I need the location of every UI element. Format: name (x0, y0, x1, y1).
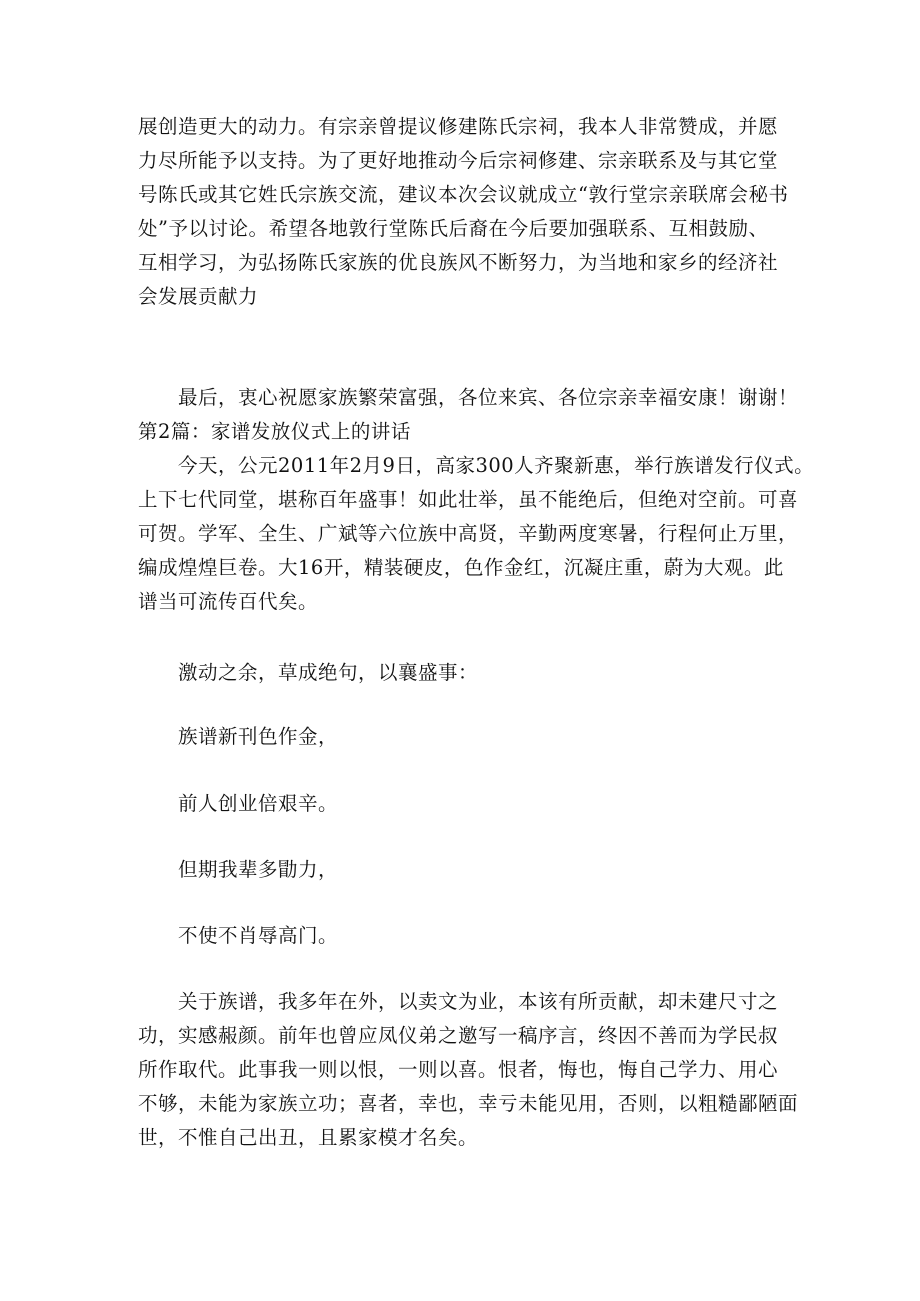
paragraph-line: 今天，公元2011年2月9日，高家300人齐聚新惠，举行族谱发行仪式。 (178, 454, 815, 477)
paragraph-line: 上下七代同堂，堪称百年盛事！如此壮举，虽不能绝后，但绝对空前。可喜 (138, 488, 799, 511)
paragraph-line: 力尽所能予以支持。为了更好地推动今后宗祠修建、宗亲联系及与其它堂 (138, 149, 779, 172)
paragraph-line: 谱当可流传百代矣。 (138, 590, 319, 613)
paragraph-line: 处”予以讨论。希望各地敦行堂陈氏后裔在今后要加强联系、互相鼓励、 (138, 217, 769, 240)
paragraph-line: 会发展贡献力 (138, 285, 259, 308)
poem-line: 族谱新刊色作金， (178, 725, 339, 748)
paragraph-line: 编成煌煌巨卷。大16开，精装硬皮，色作金红，沉凝庄重，蔚为大观。此 (138, 556, 784, 579)
poem-line: 不使不肖辱高门。 (178, 924, 339, 947)
paragraph-line: 展创造更大的动力。有宗亲曾提议修建陈氏宗祠，我本人非常赞成，并愿 (138, 115, 779, 138)
paragraph-line: 互相学习，为弘扬陈氏家族的优良族风不断努力，为当地和家乡的经济社 (138, 251, 779, 274)
paragraph-line: 世，不惟自己出丑，且累家模才名矣。 (138, 1126, 479, 1149)
poem-intro: 激动之余，草成绝句，以襄盛事： (178, 661, 479, 684)
paragraph-line: 功，实感赧颜。前年也曾应凤仪弟之邀写一稿序言，终因不善而为学民叔 (138, 1024, 779, 1047)
paragraph-line: 关于族谱，我多年在外，以卖文为业，本该有所贡献，却未建尺寸之 (178, 990, 779, 1013)
paragraph-line: 可贺。学军、全生、广斌等六位族中高贤，辛勤两度寒暑，行程何止万里， (138, 522, 799, 545)
closing-remark: 最后，衷心祝愿家族繁荣富强，各位来宾、各位宗亲幸福安康！谢谢！ (178, 386, 799, 409)
paragraph-line: 所作取代。此事我一则以恨，一则以喜。恨者，悔也，悔自己学力、用心 (138, 1058, 779, 1081)
section-heading: 第2篇：家谱发放仪式上的讲话 (138, 420, 411, 443)
poem-line: 前人创业倍艰辛。 (178, 792, 339, 815)
paragraph-line: 号陈氏或其它姓氏宗族交流，建议本次会议就成立“敦行堂宗亲联席会秘书 (138, 183, 789, 206)
poem-line: 但期我辈多勖力， (178, 858, 339, 881)
paragraph-line: 不够，未能为家族立功；喜者，幸也，幸亏未能见用，否则，以粗糙鄙陋面 (138, 1092, 799, 1115)
